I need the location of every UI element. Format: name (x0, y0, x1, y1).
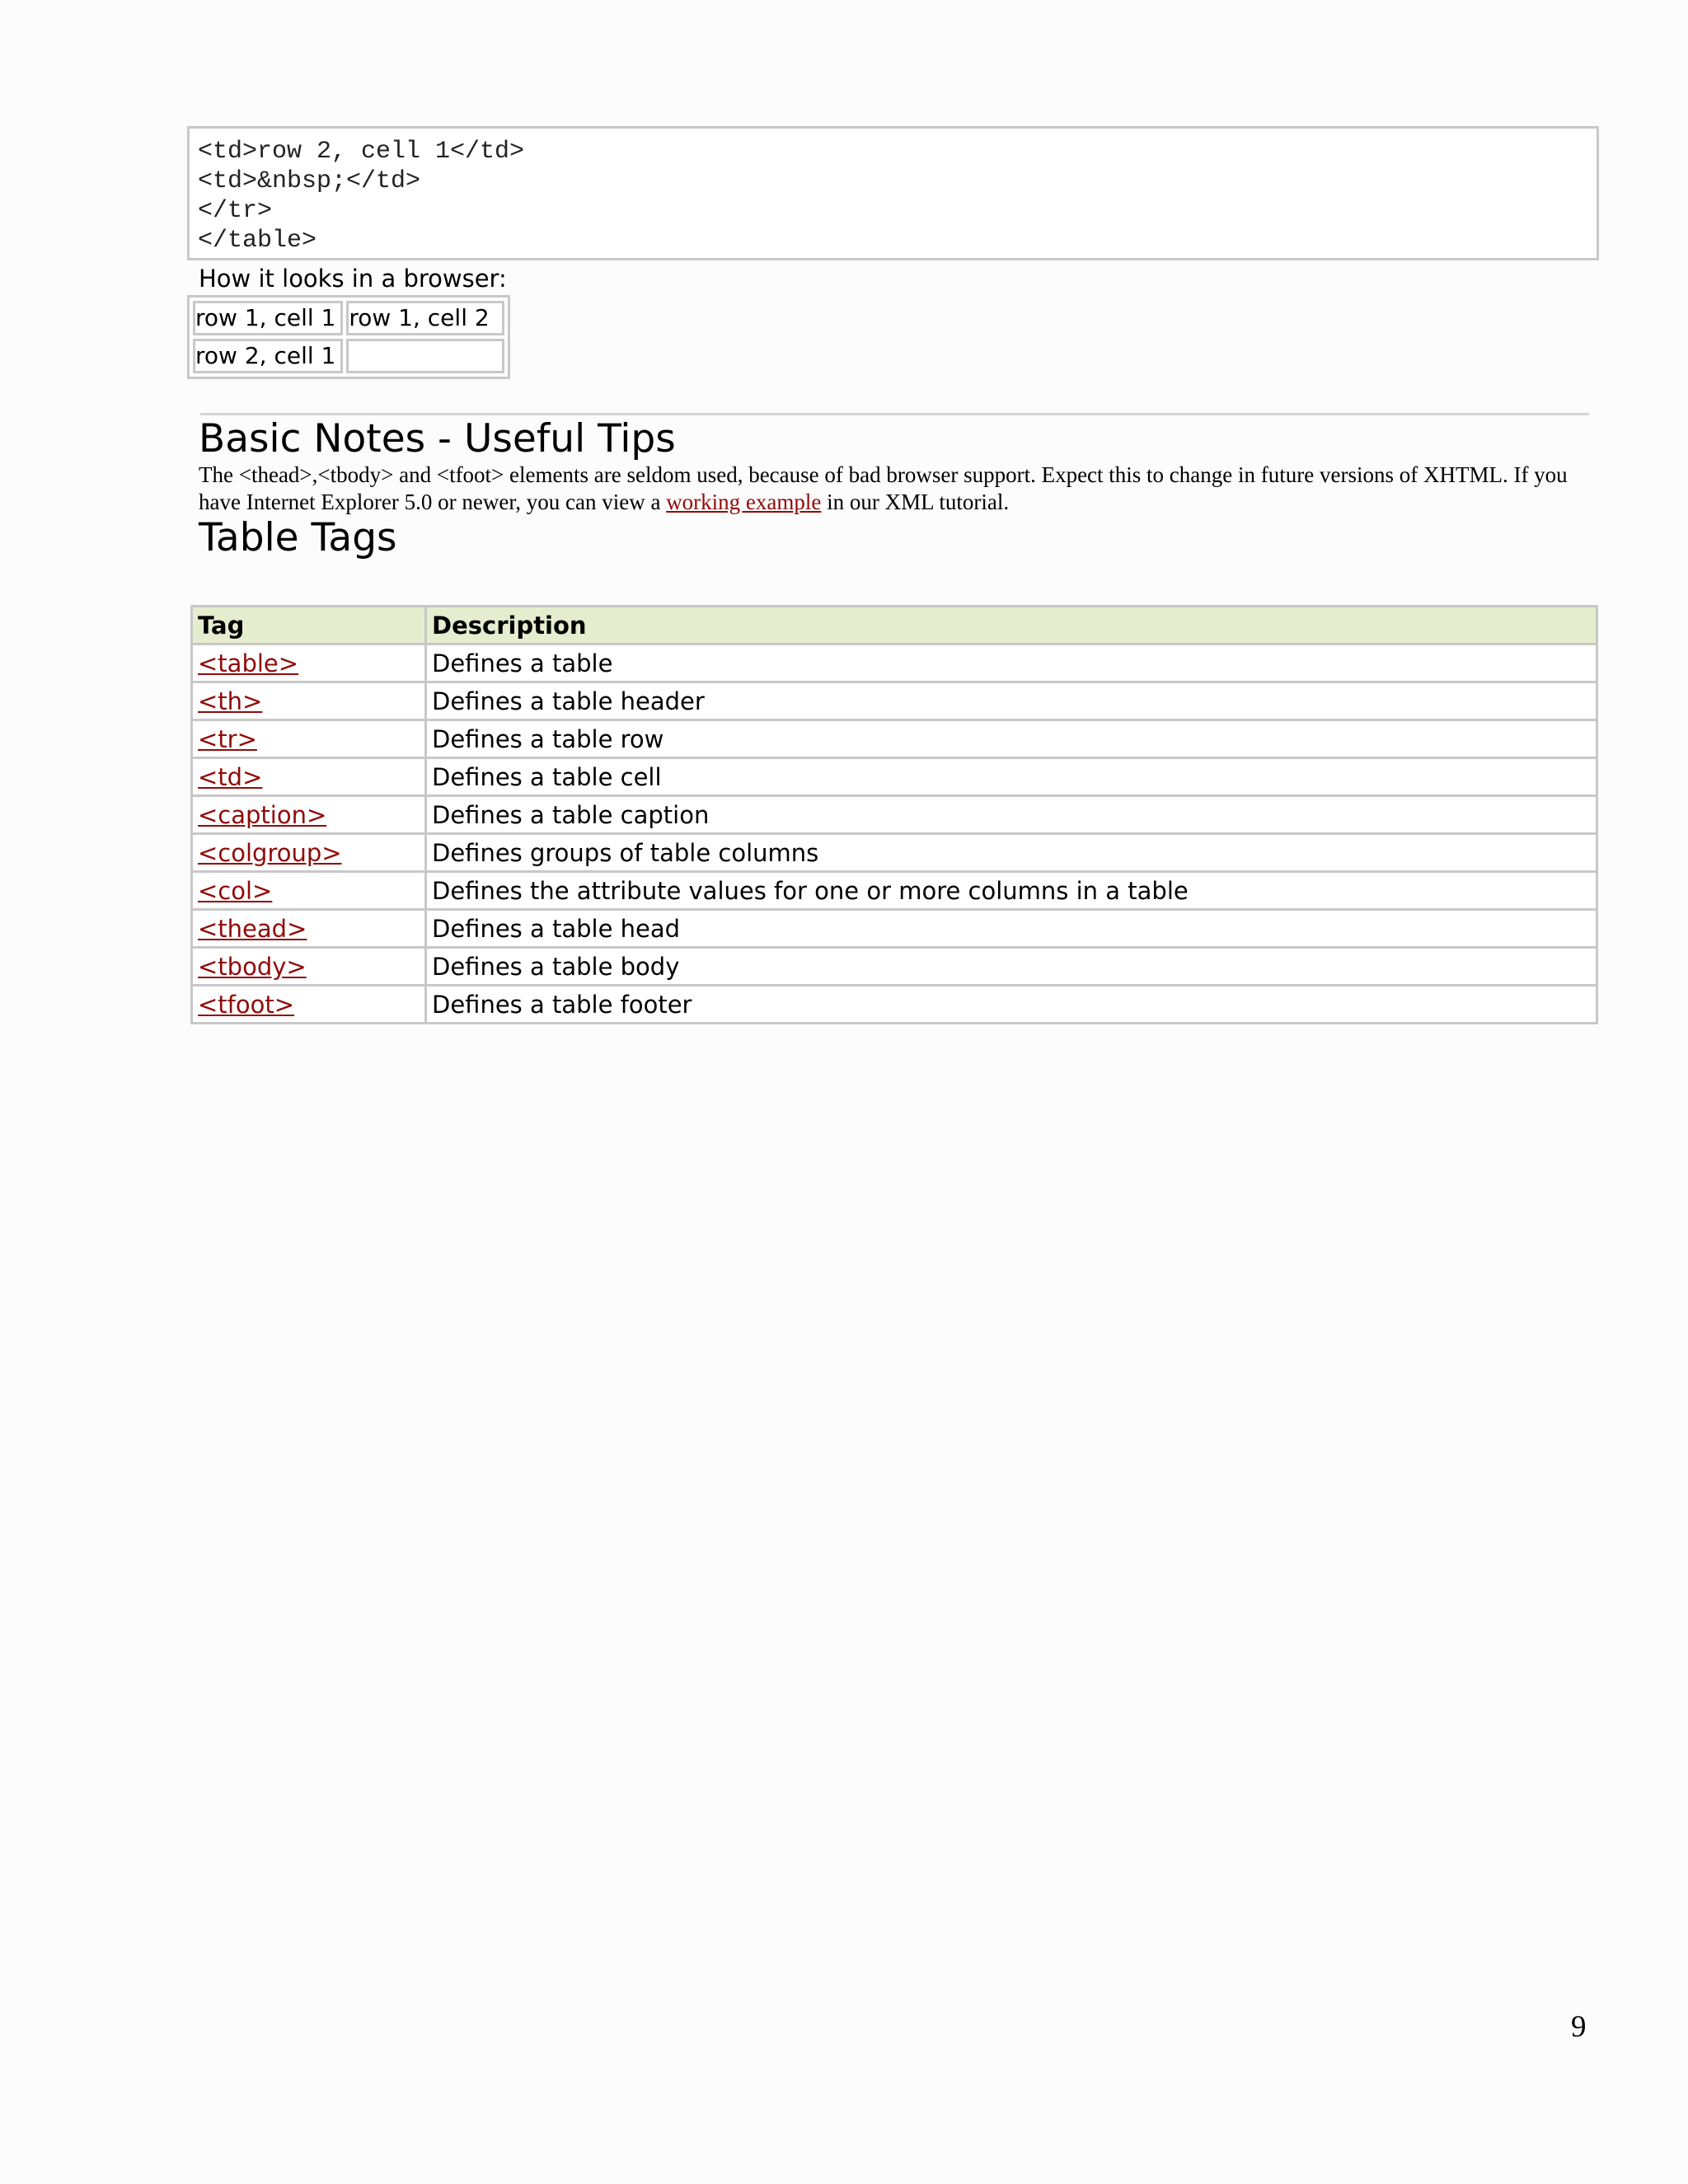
column-header-tag: Tag (192, 607, 426, 644)
working-example-link[interactable]: working example (666, 490, 822, 514)
table-row (192, 834, 1597, 872)
description-cell: Defines a table row (426, 720, 1597, 758)
table-cell-empty (346, 339, 504, 373)
tag-cell (192, 644, 426, 682)
description-cell: Defines a table cell (426, 758, 1597, 796)
tag-cell (192, 834, 426, 872)
table-cell: row 1, cell 1 (193, 301, 343, 335)
table-cell: row 2, cell 1 (193, 339, 343, 373)
tag-link-table[interactable]: <table> (198, 649, 299, 677)
description-cell: Defines a table footer (426, 986, 1597, 1024)
table-row (192, 986, 1597, 1024)
page-number: 9 (1571, 2010, 1587, 2044)
tag-cell (192, 986, 426, 1024)
table-row (192, 872, 1597, 910)
code-line: <td>row 2, cell 1</td> (198, 138, 525, 166)
table-tags-reference (190, 605, 1598, 1024)
tag-link-tbody[interactable]: <tbody> (198, 952, 307, 981)
tag-cell (192, 682, 426, 720)
tag-cell (192, 910, 426, 948)
basic-notes-paragraph (199, 462, 1604, 516)
browser-preview-label: How it looks in a browser: (199, 265, 507, 293)
tag-link-thead[interactable]: <thead> (198, 914, 307, 943)
column-header-description: Description (426, 607, 1597, 644)
tag-link-col[interactable]: <col> (198, 876, 273, 905)
table-row (192, 948, 1597, 986)
notes-text: in our XML tutorial. (821, 490, 1010, 514)
tag-cell (192, 796, 426, 834)
code-line: </tr> (198, 197, 273, 225)
code-line: <td>&nbsp;</td> (198, 167, 421, 195)
notes-text: The <thead>,<tbody> and <tfoot> elements are seldom used, because of bad browser support. Expect this to change in future versions of XHTML. If you have Internet Explorer 5.0 or newer, you can view a (199, 462, 1568, 514)
basic-notes-heading: Basic Notes - Useful Tips (199, 416, 676, 462)
table-cell: row 1, cell 2 (346, 301, 504, 335)
table-header-row (192, 607, 1597, 644)
tag-link-tr[interactable]: <tr> (198, 724, 257, 753)
description-cell: Defines a table head (426, 910, 1597, 948)
table-row (193, 339, 504, 373)
table-row (192, 796, 1597, 834)
code-example-box (187, 126, 1599, 260)
table-row (193, 301, 504, 335)
browser-preview-table (187, 295, 510, 379)
tag-link-colgroup[interactable]: <colgroup> (198, 838, 342, 867)
tag-cell (192, 948, 426, 986)
table-row (192, 682, 1597, 720)
description-cell: Defines the attribute values for one or more columns in a table (426, 872, 1597, 910)
tag-link-tfoot[interactable]: <tfoot> (198, 990, 295, 1019)
tag-link-caption[interactable]: <caption> (198, 800, 327, 829)
table-row (192, 758, 1597, 796)
table-row (192, 644, 1597, 682)
description-cell: Defines a table (426, 644, 1597, 682)
table-row (192, 910, 1597, 948)
tag-link-th[interactable]: <th> (198, 687, 263, 715)
tag-cell (192, 758, 426, 796)
tag-cell (192, 872, 426, 910)
description-cell: Defines a table body (426, 948, 1597, 986)
tag-link-td[interactable]: <td> (198, 762, 263, 791)
table-row (192, 720, 1597, 758)
description-cell: Defines a table header (426, 682, 1597, 720)
description-cell: Defines groups of table columns (426, 834, 1597, 872)
description-cell: Defines a table caption (426, 796, 1597, 834)
code-line: </table> (198, 227, 317, 255)
table-tags-heading: Table Tags (199, 515, 397, 560)
tag-cell (192, 720, 426, 758)
